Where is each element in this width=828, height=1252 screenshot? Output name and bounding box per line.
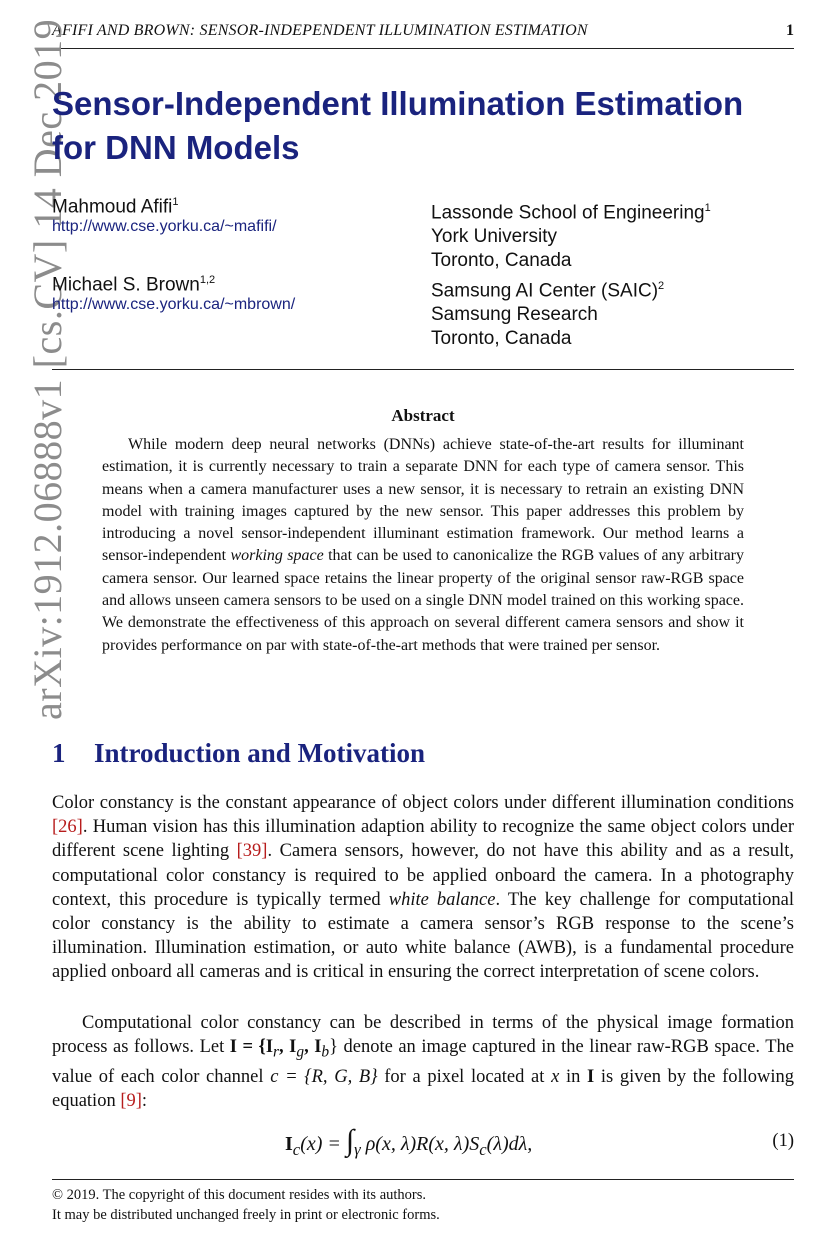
running-header — [52, 20, 794, 49]
section-heading — [52, 738, 425, 769]
paper-title — [52, 82, 812, 170]
running-title: AFIFI AND BROWN: SENSOR-INDEPENDENT ILLUMINATION ESTIMATION — [52, 22, 588, 39]
author-sup: 1,2 — [199, 274, 216, 286]
affiliation-block-2 — [431, 274, 811, 351]
copyright-footer — [52, 1185, 440, 1225]
affiliation-line: York University — [431, 226, 558, 248]
emphasis: working space — [230, 547, 324, 565]
affiliation-line: Samsung AI Center (SAIC) — [431, 280, 659, 302]
distribution-line: It may be distributed unchanged freely in print or electronic forms. — [52, 1207, 440, 1223]
citation-link[interactable]: [39] — [236, 841, 268, 862]
paragraph-2: Computational color constancy can be described in terms of the physical image formation process as follows. Let $I = \{I_r$, $I_g$, $I_b$} denote an image captured in the linear raw-RGB space. The value of each color channel c = {R, G, B} for a pixel located at x in I is given by the following equation [9]: — [52, 1013, 795, 1112]
affiliation-block-1 — [431, 196, 811, 273]
author-name: Mahmoud Afifi — [52, 196, 173, 218]
citation-link[interactable]: [26] — [52, 817, 83, 838]
divider — [52, 369, 794, 370]
citation-link[interactable]: [9] — [120, 1091, 142, 1112]
author-sup: 1 — [172, 196, 179, 208]
abstract-heading: Abstract — [391, 406, 455, 425]
paragraph-1: Color constancy is the constant appearance of object colors under different illumination conditions [26]. Human vision has this illumination adaption ability to recognize the same object colors under different scene lighting [39]. Camera sensors, however, do not have this ability and as a result, computational color constancy is required to be applied onboard the camera. In a photography context, this procedure is typically termed white balance. The key challenge for computational color constancy is the ability to estimate a camera sensor’s RGB response to the scene’s illumination. Illumination estimation, or auto white balance (AWB), is a fundamental procedure applied onboard all cameras and is critical in ensuring the correct interpretation of scene colors. — [52, 793, 794, 983]
affiliation-sup: 1 — [704, 202, 711, 214]
affiliation-line: Lassonde School of Engineering — [431, 202, 705, 224]
abstract-text: While modern deep neural networks (DNNs) achieve state-of-the-art results for illuminant estimation, it is currently necessary to train a separate DNN for each type of camera sensor. This means when a camera manufacturer uses a new sensor, it is necessary to retrain an existing DNN model with training images captured by the new sensor. This paper addresses this problem by introducing a novel sensor-independent illuminant estimation framework. Our method learns a sensor-independent working space that can be used to canonicalize the RGB values of any arbitrary camera sensor. Our learned space retains the linear property of the original sensor raw-RGB space and allows unseen camera sensors to be used on a single DNN model trained on this working space. We demonstrate the effectiveness of this approach on several different camera sensors and show it provides performance on par with state-of-the-art methods that were trained per sensor. — [102, 436, 745, 654]
title-line-2: for DNN Models — [52, 129, 300, 166]
footer-divider — [52, 1179, 794, 1180]
title-line-1: Sensor-Independent Illumination Estimation — [52, 85, 744, 122]
author-name: Michael S. Brown — [52, 274, 200, 296]
equation-number: (1) — [772, 1131, 794, 1151]
section-title: Introduction and Motivation — [94, 738, 426, 768]
math-inline: I — [587, 1067, 595, 1088]
author-url[interactable]: http://www.cse.yorku.ca/~mbrown/ — [52, 296, 296, 314]
affiliation-line: Toronto, Canada — [431, 328, 572, 350]
integral-sign: ∫ — [345, 1124, 355, 1157]
author-block-1 — [52, 196, 412, 236]
copyright-line: © 2019. The copyright of this document resides with its authors. — [52, 1187, 427, 1203]
author-url[interactable]: http://www.cse.yorku.ca/~mafifi/ — [52, 218, 277, 236]
math-inline: c = {R, G, B} — [270, 1067, 378, 1088]
arxiv-stamp: arXiv:1912.06888v1 [cs.CV] 14 Dec 2019 — [25, 18, 70, 720]
math-inline: x — [551, 1067, 560, 1088]
author-block-2 — [52, 274, 412, 314]
page-number: 1 — [786, 22, 794, 39]
section-number: 1 — [52, 738, 66, 768]
affiliation-sup: 2 — [658, 280, 665, 292]
affiliation-line: Toronto, Canada — [431, 250, 572, 272]
affiliation-line: Samsung Research — [431, 304, 598, 326]
equation-1: $I_c(x) = \int_\gamma$ ρ(x, λ)R(x, $\lambda)S_c(\lambda)d\lambda$, — [285, 1124, 533, 1159]
emphasis: white balance — [388, 889, 496, 910]
